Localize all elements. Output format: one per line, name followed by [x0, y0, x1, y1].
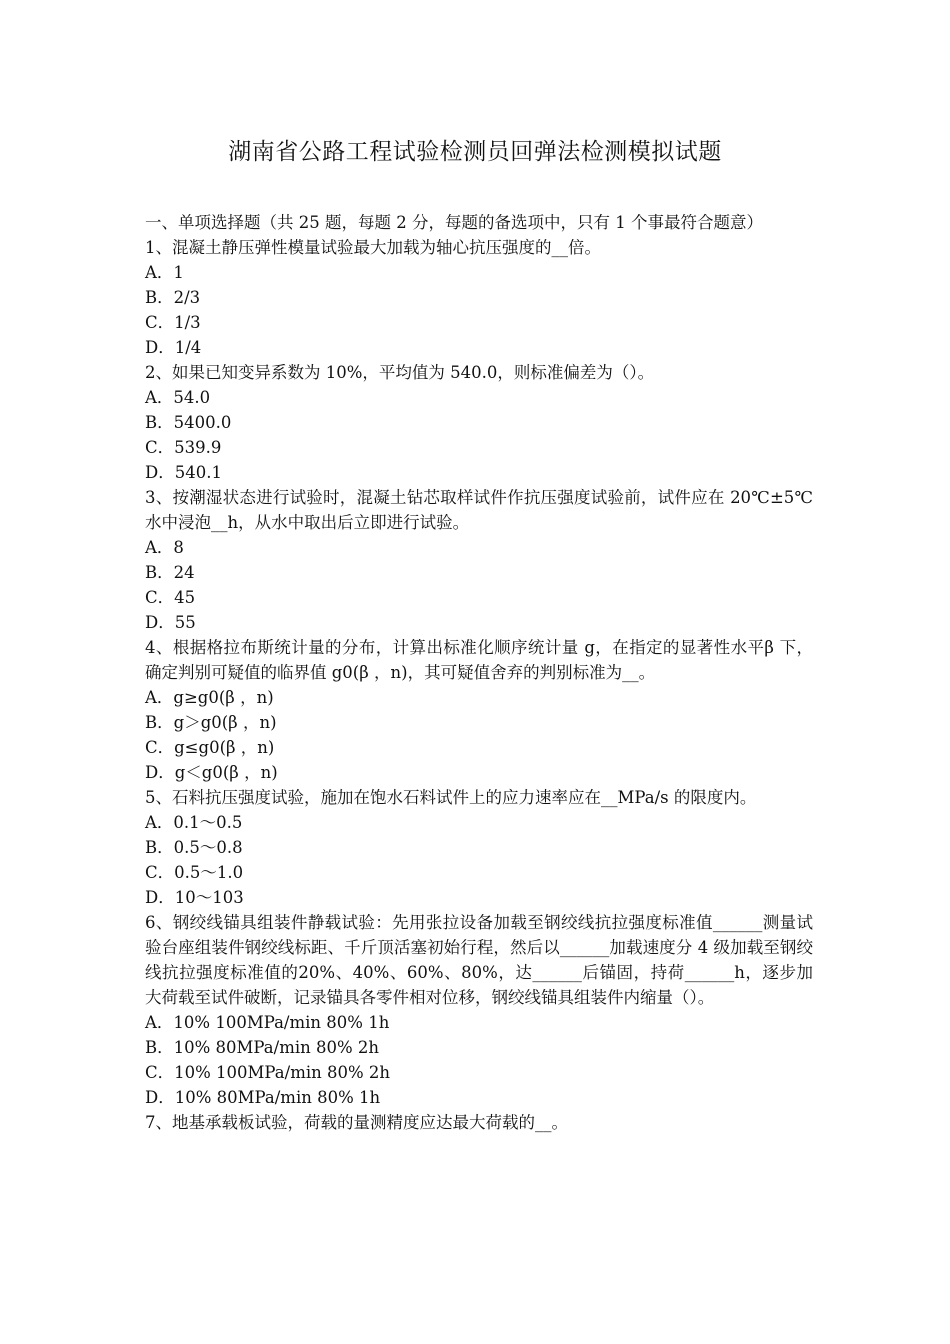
document-title: 湖南省公路工程试验检测员回弹法检测模拟试题	[228, 139, 722, 165]
question-4	[145, 635, 813, 785]
question-text: 1、混凝土静压弹性模量试验最大加载为轴心抗压强度的__倍。	[145, 238, 601, 257]
question-6	[145, 910, 813, 1110]
option-a: A．8	[145, 538, 184, 557]
option-c: C．g≤g0(β ，n)	[145, 738, 275, 757]
option-c: C．539.9	[145, 438, 222, 457]
option-b: B．2/3	[145, 288, 201, 307]
question-3	[145, 485, 813, 635]
option-d: D．g＜g0(β ，n)	[145, 763, 278, 782]
option-d: D．10～103	[145, 888, 244, 907]
option-a: A．0.1～0.5	[145, 813, 243, 832]
question-7	[145, 1110, 813, 1135]
option-b: B．24	[145, 563, 195, 582]
option-b: B．g＞g0(β ，n)	[145, 713, 277, 732]
option-a: A．54.0	[145, 388, 211, 407]
option-a: A．g≥g0(β ，n)	[145, 688, 274, 707]
question-text: 7、地基承载板试验，荷载的量测精度应达最大荷载的__。	[145, 1113, 568, 1132]
option-a: A．10% 100MPa/min 80% 1h	[145, 1013, 390, 1032]
option-b: B．5400.0	[145, 413, 232, 432]
option-d: D．1/4	[145, 338, 202, 357]
question-text: 5、石料抗压强度试验，施加在饱水石料试件上的应力速率应在__MPa/s 的限度内。	[145, 788, 757, 807]
section-header: 一、单项选择题（共 25 题，每题 2 分，每题的备选项中，只有 1 个事最符合题意）	[145, 213, 763, 232]
option-d: D．10% 80MPa/min 80% 1h	[145, 1088, 381, 1107]
option-d: D．55	[145, 613, 196, 632]
question-text: 6、钢绞线锚具组装件静载试验：先用张拉设备加载至钢绞线抗拉强度标准值______测量试验台座组装件钢绞线标距、千斤顶活塞初始行程，然后以______加载速度分 4 级加载至钢绞线抗拉强度标准值的20%、40%、60%、80%，达______后锚固，持荷______h，逐步加大荷载至试件破断，记录锚具各零件相对位移，钢绞线锚具组装件内缩量（）。	[145, 913, 813, 1007]
option-b: B．0.5～0.8	[145, 838, 243, 857]
option-c: C．10% 100MPa/min 80% 2h	[145, 1063, 391, 1082]
question-text: 4、根据格拉布斯统计量的分布，计算出标准化顺序统计量 g，在指定的显著性水平β 下，确定判别可疑值的临界值 g0(β ，n)，其可疑值舍弃的判别标准为__。	[145, 638, 813, 682]
question-5	[145, 785, 813, 910]
option-b: B．10% 80MPa/min 80% 2h	[145, 1038, 380, 1057]
option-c: C．45	[145, 588, 196, 607]
question-text: 2、如果已知变异系数为 10%，平均值为 540.0，则标准偏差为（）。	[145, 363, 655, 382]
option-d: D．540.1	[145, 463, 222, 482]
document-body	[145, 210, 813, 1135]
option-c: C．1/3	[145, 313, 201, 332]
question-2	[145, 360, 813, 485]
question-1	[145, 235, 813, 360]
option-a: A．1	[145, 263, 184, 282]
question-text: 3、按潮湿状态进行试验时，混凝土钻芯取样试件作抗压强度试验前，试件应在 20℃±5℃水中浸泡__h，从水中取出后立即进行试验。	[145, 488, 813, 532]
option-c: C．0.5～1.0	[145, 863, 244, 882]
